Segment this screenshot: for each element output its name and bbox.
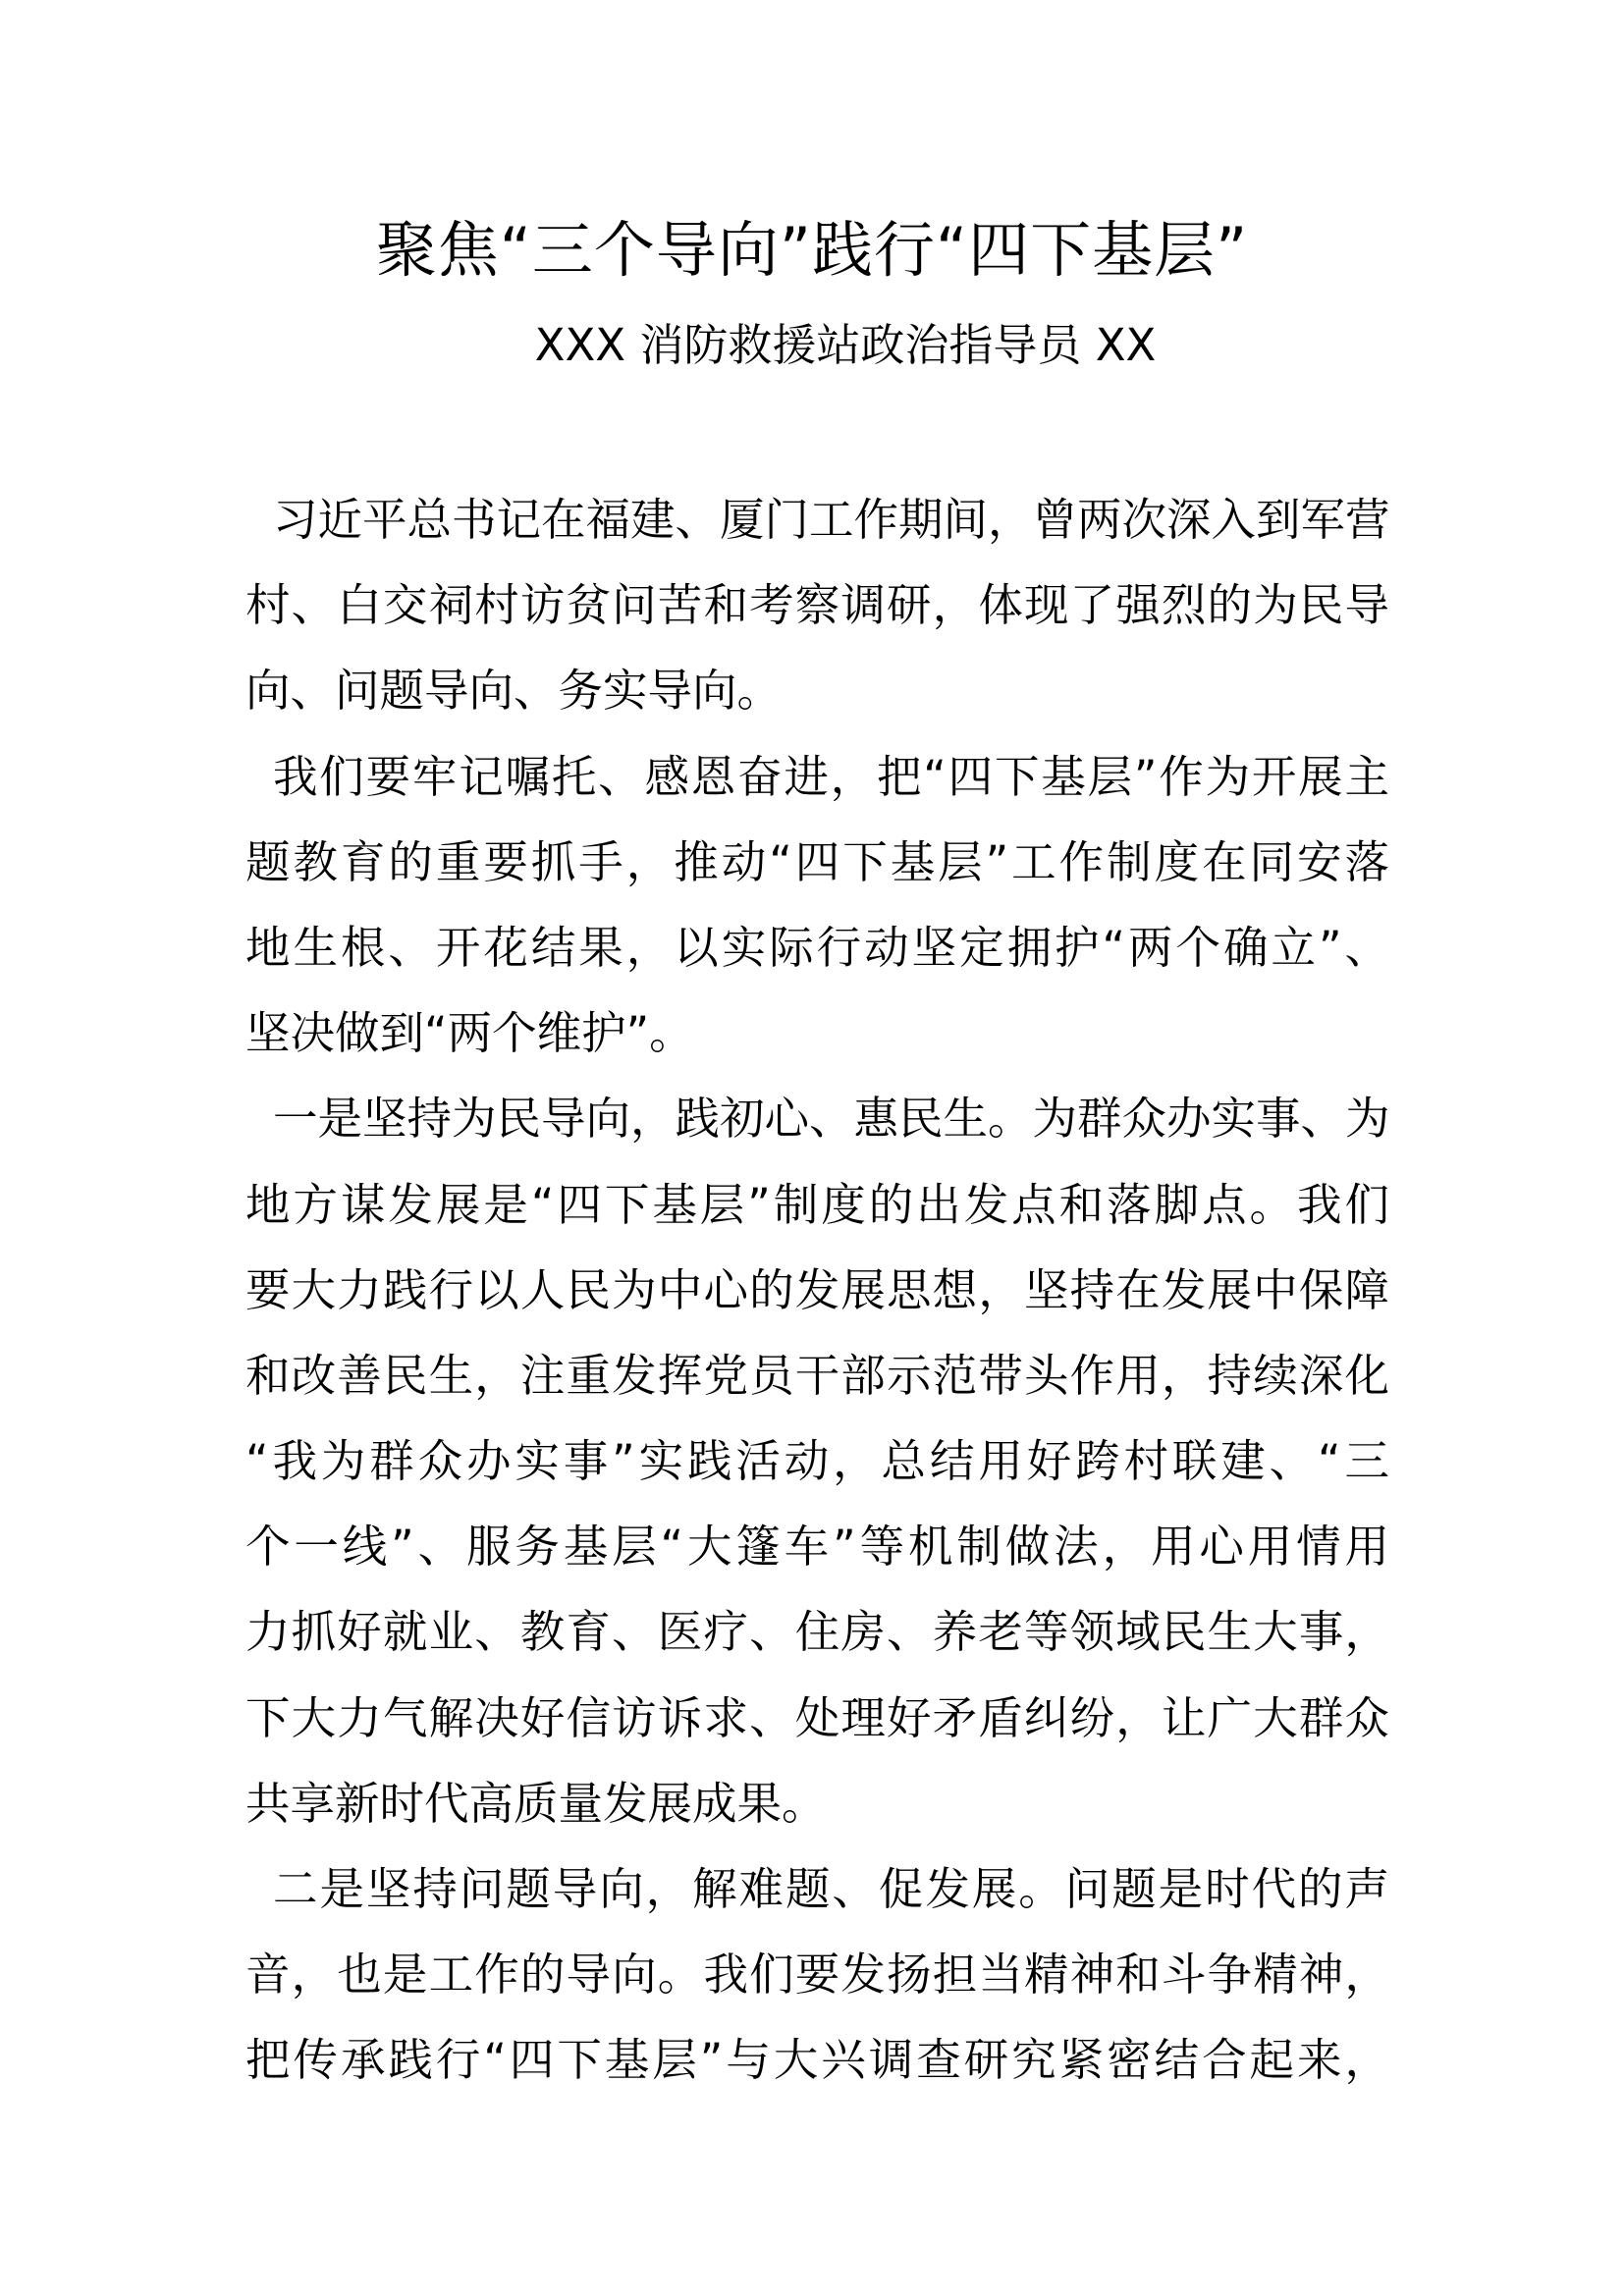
paragraph-line: 个一线”、服务基层“大篷车”等机制做法，用心用情用 bbox=[245, 1521, 1389, 1574]
paragraph-2 bbox=[245, 745, 1389, 1088]
paragraph-1 bbox=[245, 488, 1389, 745]
paragraph-line: 二是坚持问题导向，解难题、促发展。问题是时代的声 bbox=[273, 1863, 1389, 1915]
paragraph-line: 村、白交祠村访贫问苦和考察调研，体现了强烈的为民导 bbox=[245, 579, 1389, 632]
paragraph-line: 把传承践行“四下基层”与大兴调查研究紧密结合起来， bbox=[245, 2034, 1389, 2087]
document-body bbox=[245, 488, 1389, 2114]
paragraph-line: 地生根、开花结果，以实际行动坚定拥护“两个确立”、 bbox=[245, 921, 1389, 974]
paragraph-line: 力抓好就业、教育、医疗、住房、养老等领域民生大事， bbox=[245, 1606, 1389, 1659]
paragraph-3 bbox=[245, 1087, 1389, 1857]
paragraph-line: 向、问题导向、务实导向。 bbox=[245, 665, 783, 718]
paragraph-line: 共享新时代高质量发展成果。 bbox=[245, 1777, 827, 1830]
paragraph-line: 一是坚持为民导向，践初心、惠民生。为群众办实事、为 bbox=[273, 1093, 1390, 1146]
paragraph-line: 音，也是工作的导向。我们要发扬担当精神和斗争精神， bbox=[245, 1949, 1389, 2002]
paragraph-line: “我为群众办实事”实践活动，总结用好跨村联建、“三 bbox=[245, 1435, 1389, 1488]
paragraph-line: 要大力践行以人民为中心的发展思想，坚持在发展中保障 bbox=[245, 1263, 1389, 1316]
paragraph-line: 题教育的重要抓手，推动“四下基层”工作制度在同安落 bbox=[245, 835, 1389, 888]
paragraph-line: 坚决做到“两个维护”。 bbox=[245, 1007, 694, 1060]
document-title: 聚焦“三个导向”践行“四下基层” bbox=[375, 214, 1249, 286]
paragraph-4 bbox=[245, 1857, 1389, 2114]
paragraph-line: 和改善民生，注重发挥党员干部示范带头作用，持续深化 bbox=[245, 1349, 1389, 1402]
document-subtitle-author: XXX 消防救援站政治指导员 XX bbox=[534, 319, 1157, 371]
paragraph-line: 下大力气解决好信访诉求、处理好矛盾纠纷，让广大群众 bbox=[245, 1691, 1389, 1744]
paragraph-line: 地方谋发展是“四下基层”制度的出发点和落脚点。我们 bbox=[245, 1178, 1389, 1231]
paragraph-line: 习近平总书记在福建、厦门工作期间，曾两次深入到军营 bbox=[273, 494, 1390, 546]
paragraph-line: 我们要牢记嘱托、感恩奋进，把“四下基层”作为开展主 bbox=[273, 750, 1389, 803]
